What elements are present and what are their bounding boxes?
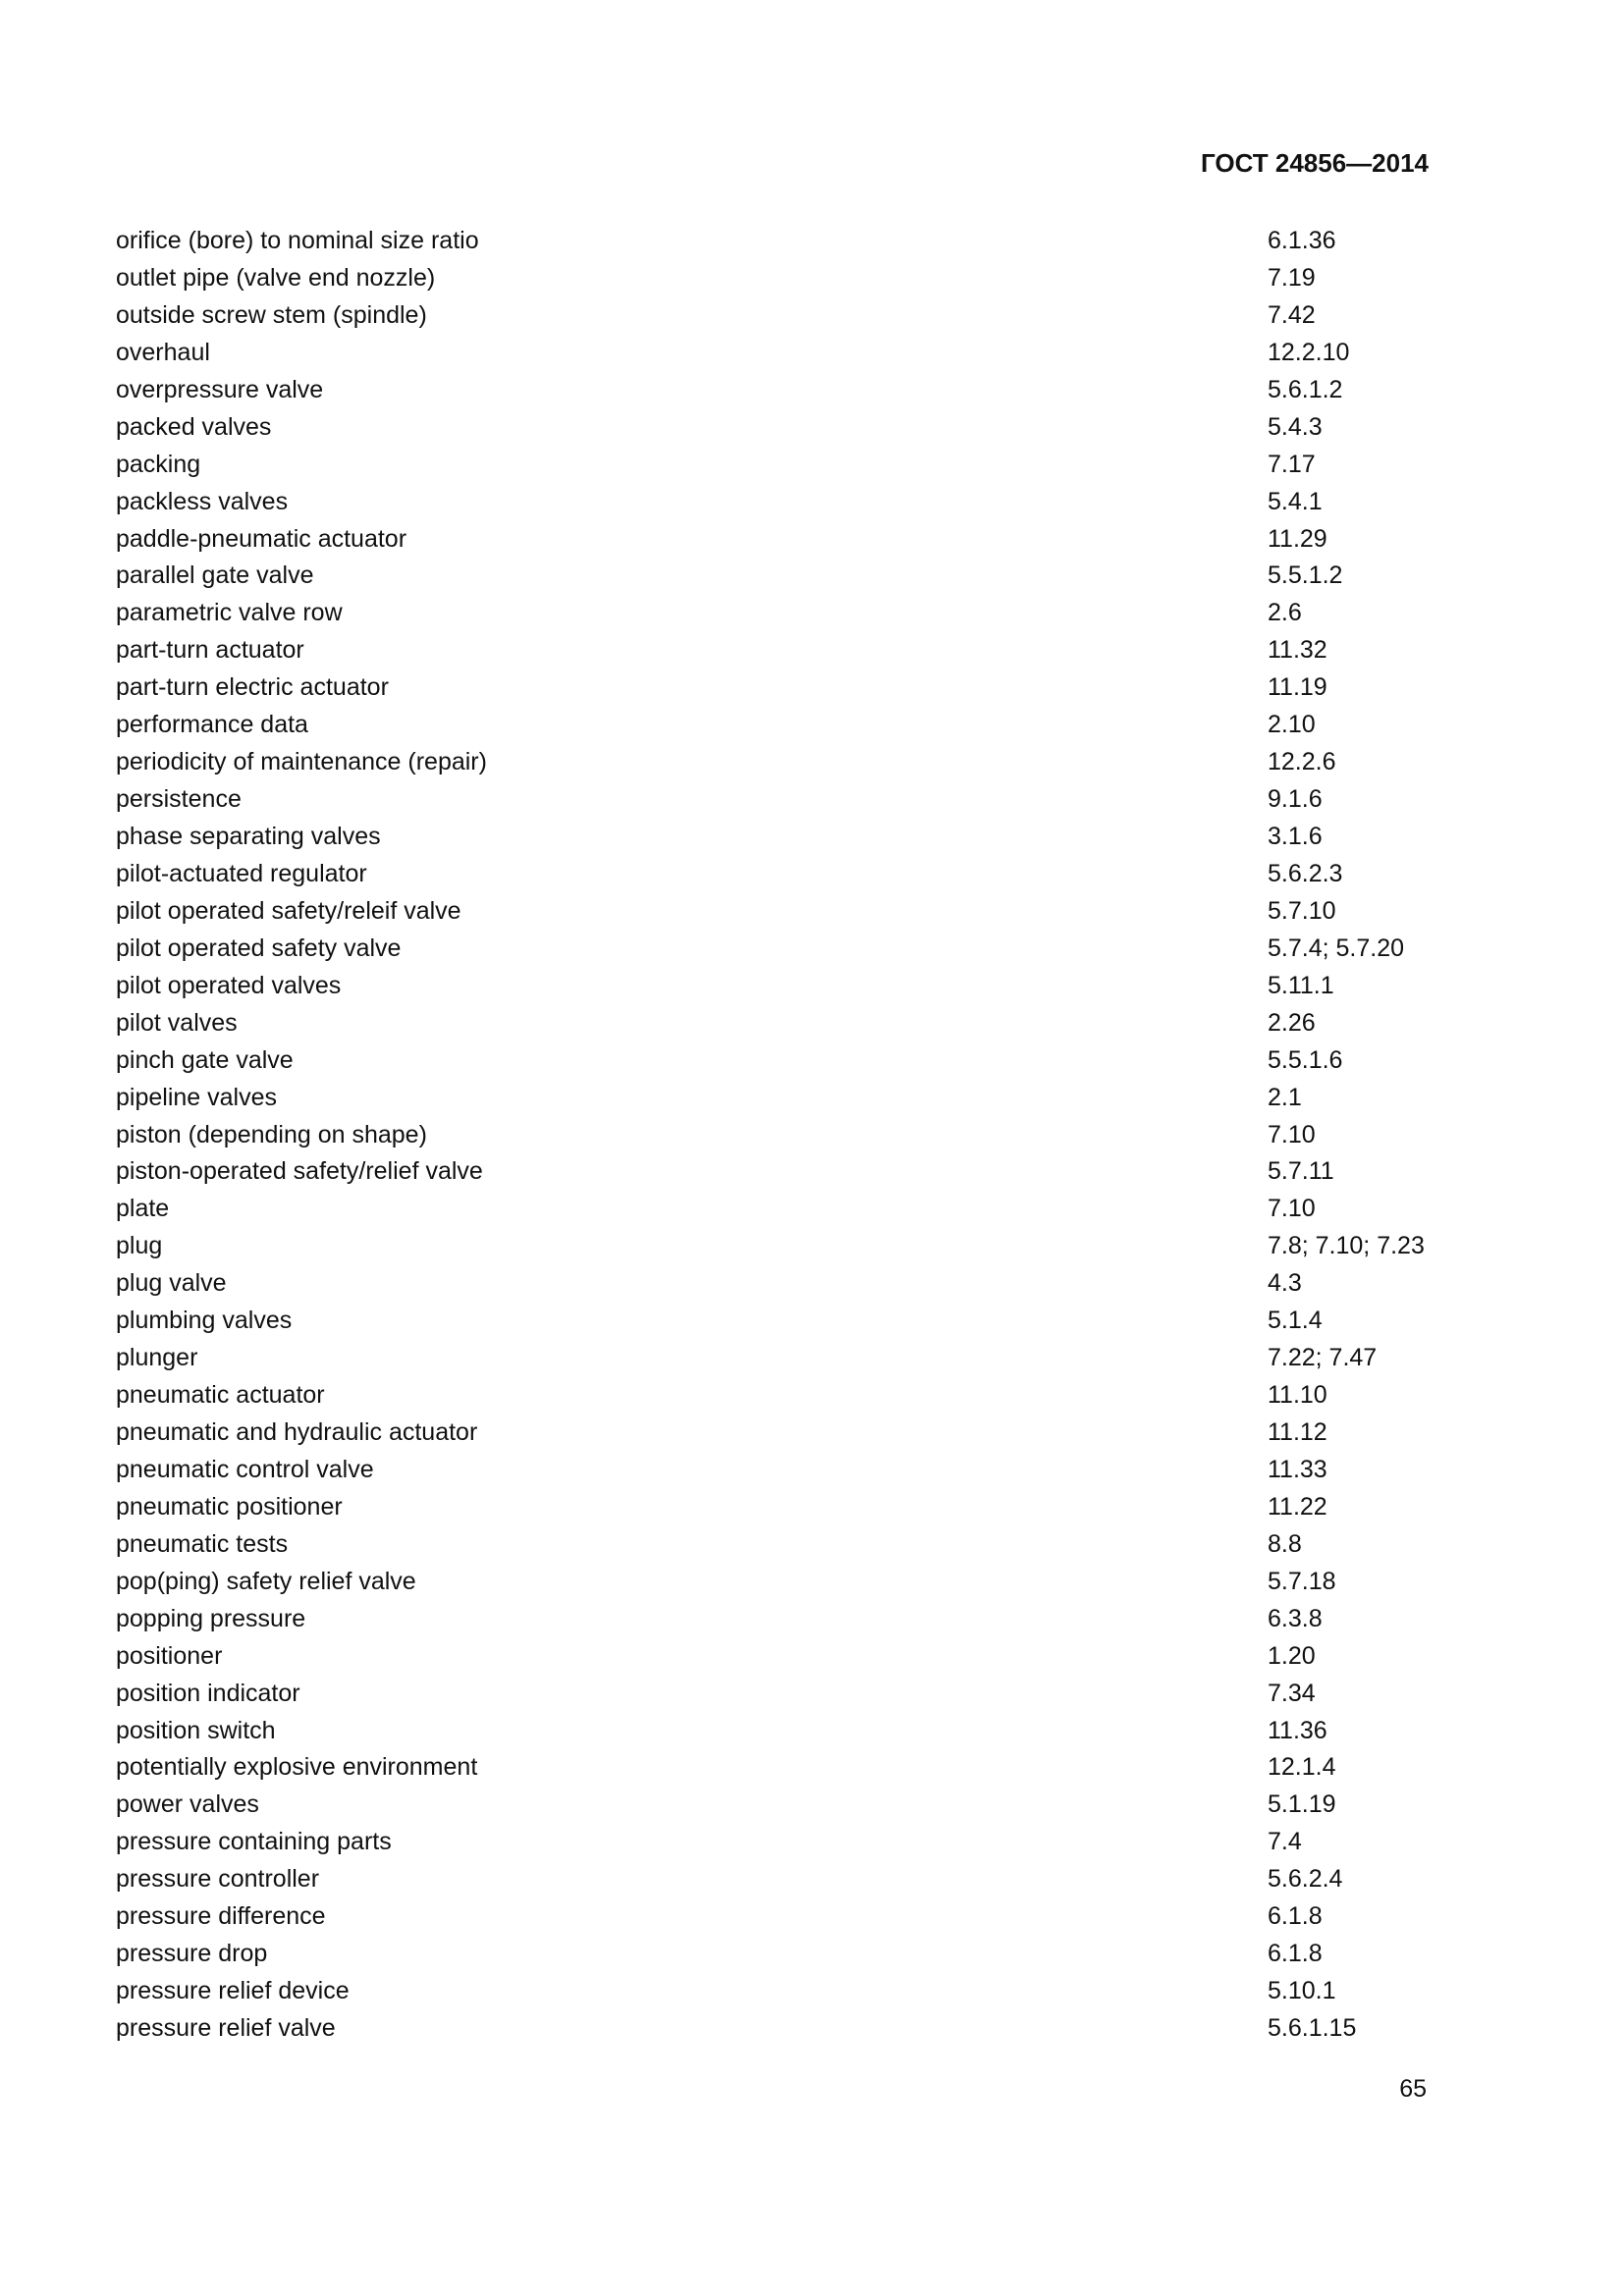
- index-term: positioner: [116, 1641, 223, 1670]
- index-term: plunger: [116, 1344, 198, 1372]
- index-entry: [116, 743, 1490, 780]
- index-term: popping pressure: [116, 1604, 306, 1632]
- index-entry: [116, 483, 1490, 520]
- index-reference: 7.34: [1268, 1679, 1316, 1707]
- index-reference: 2.10: [1268, 711, 1316, 739]
- index-term: pressure drop: [116, 1940, 268, 1968]
- index-entry: [116, 557, 1490, 594]
- index-reference: 7.10: [1268, 1195, 1316, 1223]
- index-reference: 5.6.2.4: [1268, 1865, 1343, 1894]
- index-reference: 7.17: [1268, 450, 1316, 478]
- index-term: power valves: [116, 1790, 259, 1819]
- index-term: pilot operated safety valve: [116, 934, 402, 962]
- index-entry: [116, 334, 1490, 371]
- index-reference: 7.22; 7.47: [1268, 1344, 1378, 1372]
- index-term: pneumatic and hydraulic actuator: [116, 1418, 478, 1446]
- index-term: pressure controller: [116, 1865, 320, 1894]
- index-reference: 3.1.6: [1268, 823, 1323, 850]
- index-reference: 11.32: [1268, 636, 1327, 665]
- index-entry: [116, 1748, 1490, 1786]
- page-number: 65: [1399, 2075, 1427, 2103]
- index-entry: [116, 1675, 1490, 1712]
- index-reference: 6.1.36: [1268, 227, 1336, 254]
- index-term: pneumatic actuator: [116, 1381, 325, 1410]
- index-entry: [116, 594, 1490, 631]
- index-entry: [116, 1525, 1490, 1563]
- index-entry: [116, 1935, 1490, 1972]
- index-reference: 1.20: [1268, 1641, 1316, 1670]
- index-term: packed valves: [116, 412, 272, 441]
- index-term: part-turn actuator: [116, 636, 304, 665]
- index-term: piston (depending on shape): [116, 1120, 427, 1148]
- index-entry: [116, 855, 1490, 892]
- index-entry: [116, 1972, 1490, 2009]
- index-term: pilot operated safety/releif valve: [116, 896, 461, 925]
- index-entry: [116, 1227, 1490, 1264]
- index-reference: 11.22: [1268, 1492, 1327, 1521]
- index-term: pilot-actuated regulator: [116, 859, 367, 887]
- index-term: pressure containing parts: [116, 1828, 392, 1856]
- index-entry: [116, 408, 1490, 446]
- index-reference: 5.7.11: [1268, 1157, 1334, 1186]
- index-reference: 5.5.1.6: [1268, 1045, 1343, 1074]
- index-entry: [116, 1488, 1490, 1525]
- index-entry: [116, 1897, 1490, 1935]
- index-entry: [116, 1116, 1490, 1153]
- index-entry: [116, 371, 1490, 408]
- index-term: pilot valves: [116, 1008, 238, 1037]
- index-term: position switch: [116, 1716, 276, 1744]
- index-term: pilot operated valves: [116, 971, 342, 999]
- index-entry: [116, 1712, 1490, 1749]
- index-entry: [116, 1600, 1490, 1637]
- index-reference: 7.8; 7.10; 7.23: [1268, 1232, 1425, 1260]
- index-entry: [116, 1079, 1490, 1116]
- index-entry: [116, 1563, 1490, 1600]
- index-term: part-turn electric actuator: [116, 673, 389, 702]
- document-standard-header: ГОСТ 24856—2014: [1201, 148, 1429, 178]
- index-reference: 2.26: [1268, 1008, 1316, 1037]
- index-term: pipeline valves: [116, 1083, 277, 1111]
- index-reference: 11.12: [1268, 1418, 1327, 1446]
- index-term: outside screw stem (spindle): [116, 300, 427, 329]
- index-term: potentially explosive environment: [116, 1753, 478, 1782]
- index-entry: [116, 1376, 1490, 1414]
- index-reference: 7.4: [1268, 1828, 1302, 1856]
- index-reference: 5.1.19: [1268, 1790, 1336, 1819]
- index-reference: 5.10.1: [1268, 1977, 1336, 2005]
- index-term: orifice (bore) to nominal size ratio: [116, 227, 479, 254]
- index-reference: 11.10: [1268, 1381, 1327, 1410]
- index-reference: 7.10: [1268, 1120, 1316, 1148]
- index-entry: [116, 1264, 1490, 1302]
- index-entry: [116, 1339, 1490, 1376]
- index-term: plug valve: [116, 1269, 227, 1298]
- index-reference: 5.4.1: [1268, 487, 1323, 515]
- index-reference: 5.5.1.2: [1268, 561, 1343, 590]
- index-entry: [116, 2009, 1490, 2047]
- index-term: periodicity of maintenance (repair): [116, 748, 487, 776]
- index-reference: 12.2.10: [1268, 338, 1350, 366]
- index-reference: 5.11.1: [1268, 971, 1334, 999]
- index-entry: [116, 259, 1490, 296]
- index-entry: [116, 1004, 1490, 1041]
- index-reference: 9.1.6: [1268, 785, 1323, 814]
- index-entry: [116, 1786, 1490, 1823]
- index-entry: [116, 446, 1490, 483]
- index-reference: 7.19: [1268, 263, 1316, 292]
- index-reference: 5.6.1.15: [1268, 2014, 1357, 2042]
- index-entry: [116, 930, 1490, 967]
- index-reference: 5.1.4: [1268, 1307, 1323, 1335]
- index-term: packing: [116, 450, 201, 478]
- index-entry: [116, 1041, 1490, 1079]
- index-entry: [116, 780, 1490, 818]
- index-term: plug: [116, 1232, 163, 1260]
- index-reference: 5.6.2.3: [1268, 859, 1343, 887]
- index-reference: 11.33: [1268, 1455, 1327, 1483]
- index-reference: 5.7.10: [1268, 896, 1336, 925]
- index-entry: [116, 1637, 1490, 1675]
- term-index-list: [116, 222, 1490, 2047]
- index-term: pneumatic control valve: [116, 1455, 374, 1483]
- index-reference: 11.29: [1268, 524, 1327, 553]
- index-term: plumbing valves: [116, 1307, 293, 1335]
- index-reference: 12.2.6: [1268, 748, 1336, 776]
- index-entry: [116, 1823, 1490, 1860]
- index-term: pinch gate valve: [116, 1045, 294, 1074]
- index-entry: [116, 222, 1490, 259]
- index-term: parametric valve row: [116, 599, 343, 627]
- index-reference: 5.6.1.2: [1268, 375, 1343, 403]
- index-term: plate: [116, 1195, 170, 1223]
- index-term: pneumatic tests: [116, 1529, 289, 1558]
- index-term: outlet pipe (valve end nozzle): [116, 263, 436, 292]
- index-reference: 2.1: [1268, 1083, 1302, 1111]
- index-term: pressure difference: [116, 1902, 326, 1931]
- index-entry: [116, 631, 1490, 668]
- index-entry: [116, 1860, 1490, 1897]
- index-entry: [116, 1190, 1490, 1227]
- index-entry: [116, 520, 1490, 558]
- index-term: paddle-pneumatic actuator: [116, 524, 407, 553]
- index-reference: 11.36: [1268, 1716, 1327, 1744]
- index-term: pop(ping) safety relief valve: [116, 1567, 416, 1595]
- index-entry: [116, 1451, 1490, 1488]
- index-term: piston-operated safety/relief valve: [116, 1157, 483, 1186]
- index-reference: 2.6: [1268, 599, 1302, 627]
- index-reference: 8.8: [1268, 1529, 1302, 1558]
- index-reference: 11.19: [1268, 673, 1327, 702]
- index-reference: 7.42: [1268, 300, 1316, 329]
- index-entry: [116, 1302, 1490, 1339]
- index-entry: [116, 1152, 1490, 1190]
- index-reference: 4.3: [1268, 1269, 1302, 1298]
- index-term: pneumatic positioner: [116, 1492, 343, 1521]
- index-reference: 12.1.4: [1268, 1753, 1336, 1782]
- index-term: packless valves: [116, 487, 289, 515]
- index-entry: [116, 818, 1490, 855]
- index-term: overhaul: [116, 338, 210, 366]
- index-term: position indicator: [116, 1679, 300, 1707]
- index-entry: [116, 1414, 1490, 1451]
- index-entry: [116, 967, 1490, 1004]
- index-reference: 5.7.18: [1268, 1567, 1336, 1595]
- index-term: persistence: [116, 785, 242, 814]
- index-term: overpressure valve: [116, 375, 324, 403]
- index-term: phase separating valves: [116, 823, 381, 850]
- index-term: performance data: [116, 711, 308, 739]
- index-entry: [116, 668, 1490, 706]
- index-reference: 6.3.8: [1268, 1604, 1323, 1632]
- index-entry: [116, 706, 1490, 743]
- index-reference: 6.1.8: [1268, 1902, 1323, 1931]
- index-reference: 5.4.3: [1268, 412, 1323, 441]
- index-reference: 6.1.8: [1268, 1940, 1323, 1968]
- index-term: pressure relief device: [116, 1977, 350, 2005]
- index-term: pressure relief valve: [116, 2014, 336, 2042]
- index-term: parallel gate valve: [116, 561, 314, 590]
- index-reference: 5.7.4; 5.7.20: [1268, 934, 1405, 962]
- index-entry: [116, 892, 1490, 930]
- index-entry: [116, 296, 1490, 334]
